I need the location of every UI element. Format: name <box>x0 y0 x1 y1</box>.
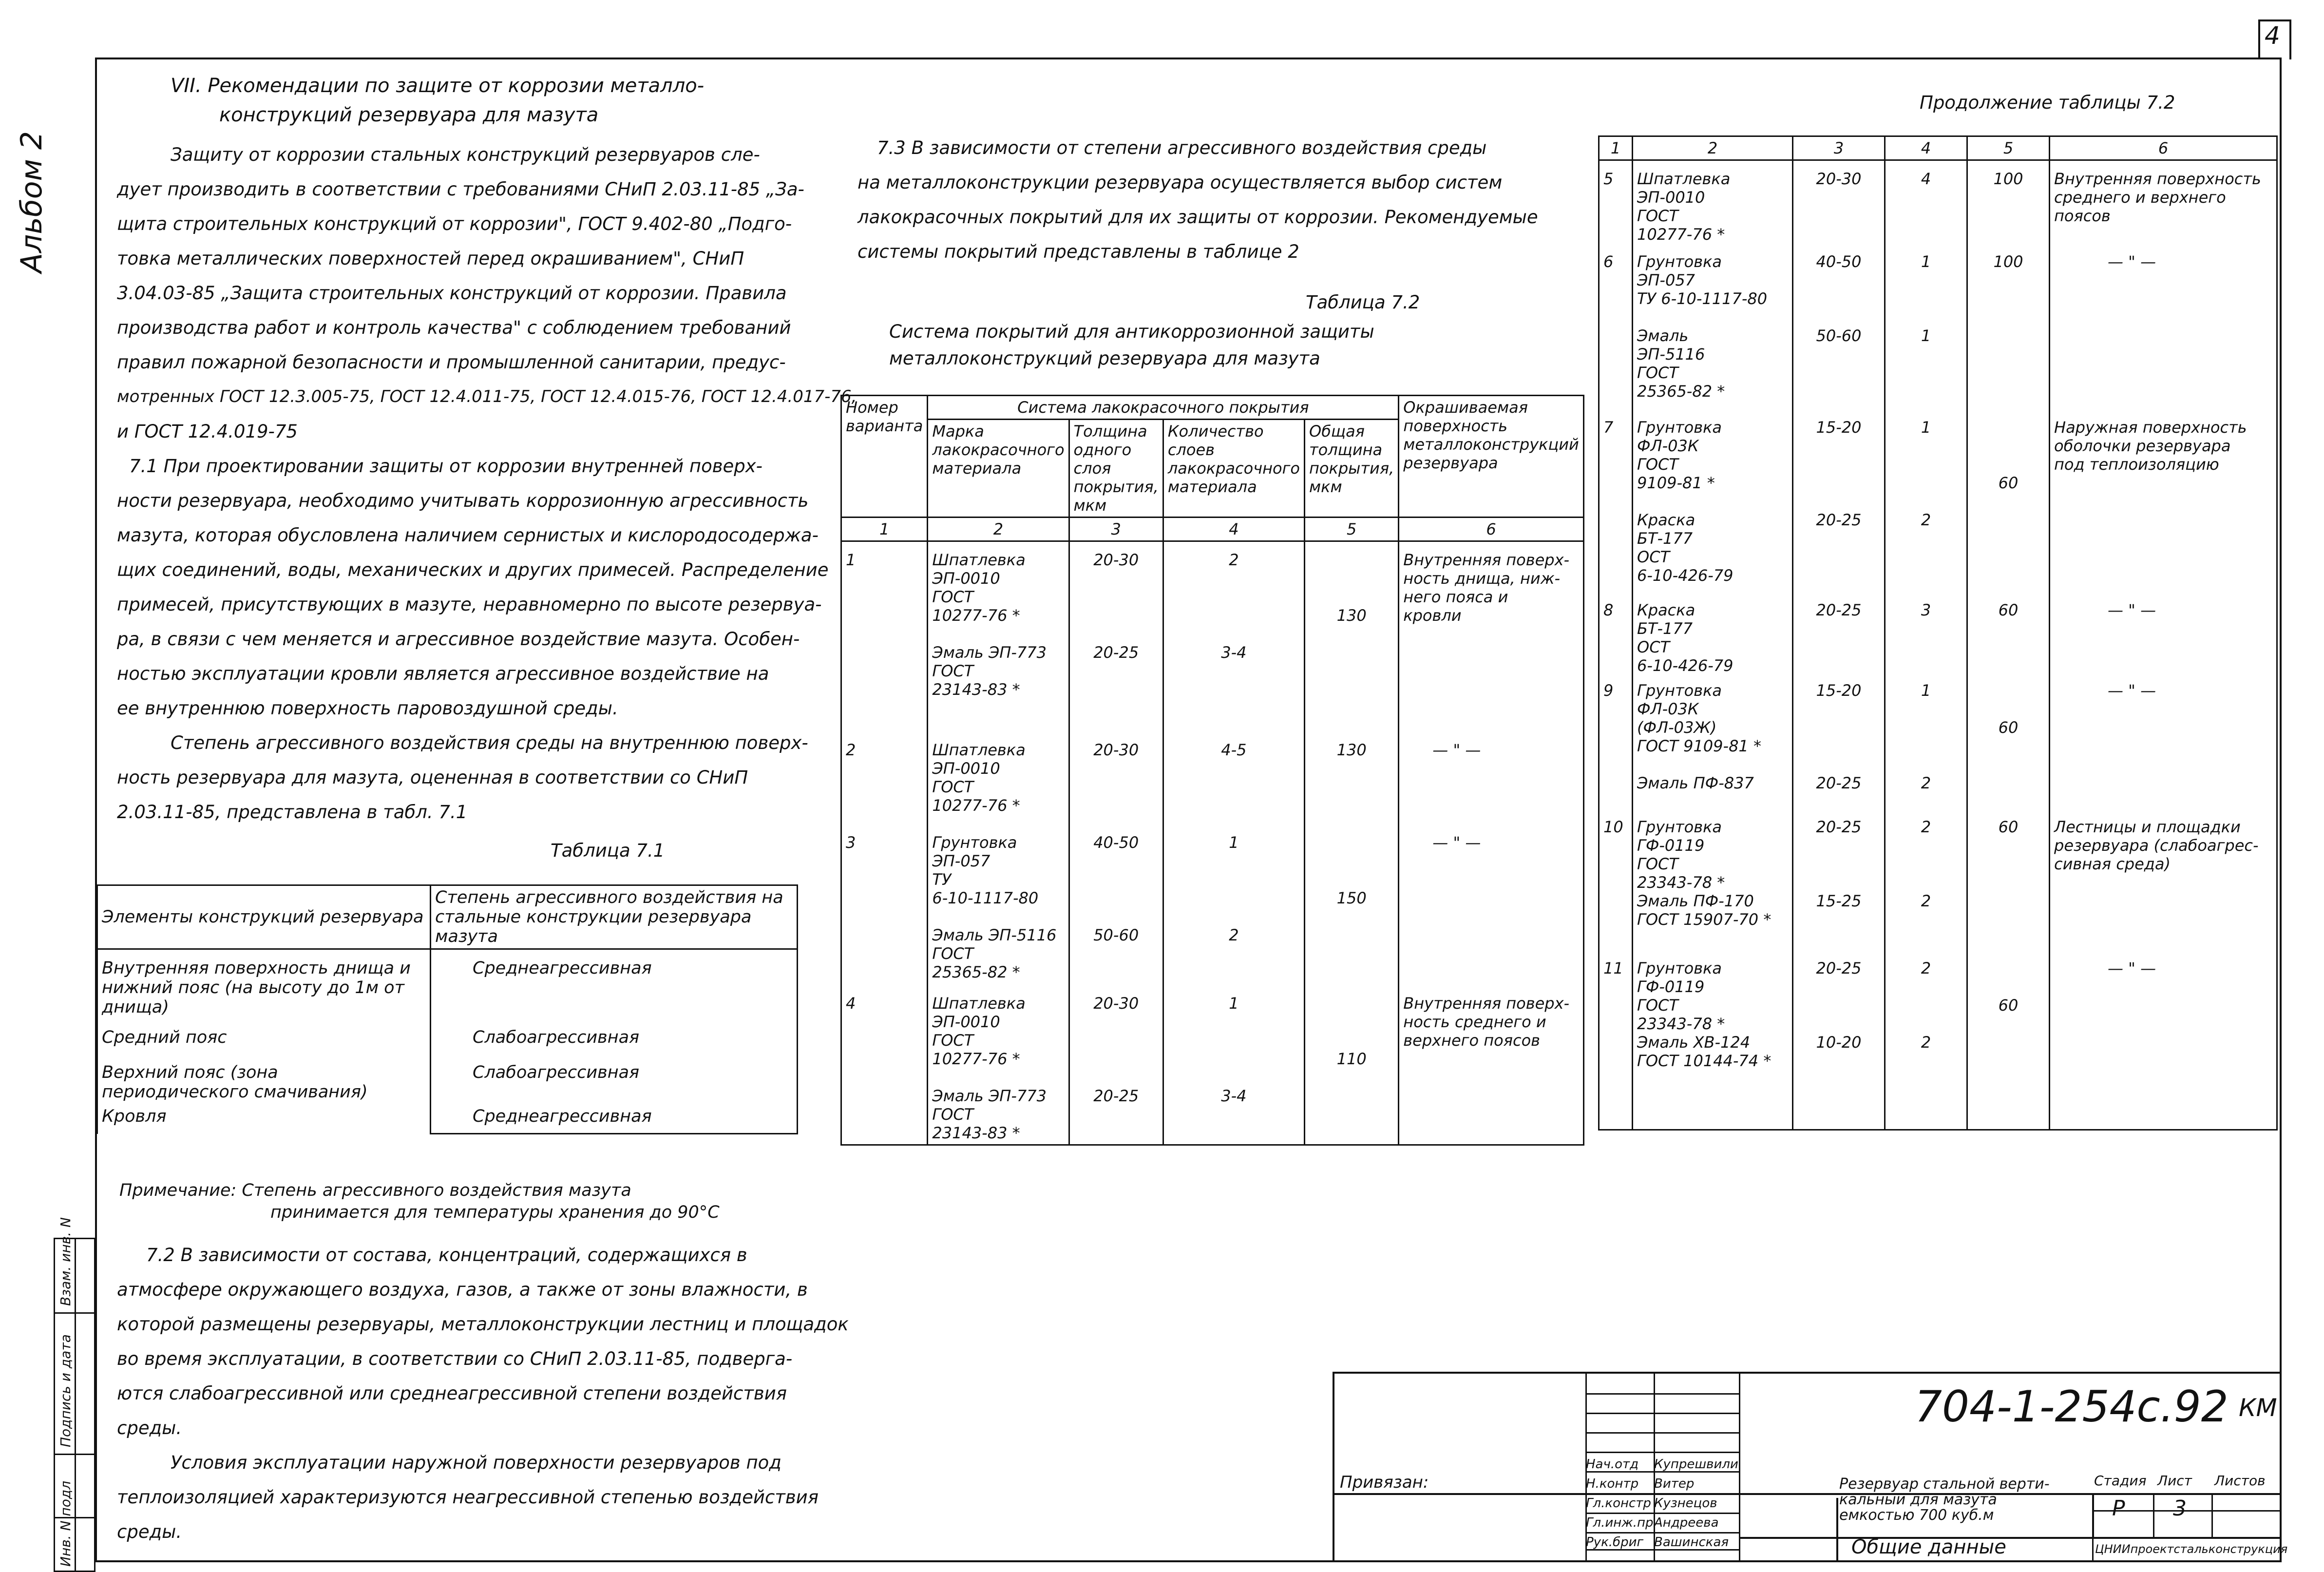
table72-continuation <box>1598 135 2278 1131</box>
text-line: примесей, присутствующих в мазуте, неравномерно по высоте резервуа- <box>117 594 822 615</box>
layers-text: 3 <box>1921 601 1931 619</box>
layers-text: 1 1 <box>1921 252 1931 345</box>
surface-text: — " — <box>1432 833 1481 852</box>
layers-text: 2 3-4 <box>1221 551 1247 662</box>
text-line: на металлоконструкции резервуара осуществляется выбор систем <box>857 172 1503 193</box>
sheets-label: Листов <box>2214 1473 2266 1489</box>
surface-text: — " — <box>1432 741 1481 759</box>
variant-number: 7 <box>1603 418 1614 437</box>
text-line: теплоизоляцией характеризуются неагрессивной степенью воздействия <box>117 1487 819 1508</box>
total-cell <box>1967 160 2050 1130</box>
table-row <box>1599 160 2277 1130</box>
roles-column <box>1586 1455 1653 1552</box>
text-line: ее внутреннюю поверхность паровоздушной среды. <box>117 698 618 719</box>
total-text: 110 <box>1336 1050 1367 1068</box>
text-line: правил пожарной безопасности и промышленной санитарии, предус- <box>117 352 786 373</box>
text-line: щих соединений, воды, механических и других примесей. Распределение <box>117 559 829 580</box>
thickness-text: 20-30 20-25 <box>1093 551 1139 662</box>
variant-number: 9 <box>1603 681 1614 700</box>
text-line: производства работ и контроль качества" с соблюдением требований <box>117 317 791 338</box>
side-stamp-replace: Взам. инв. N <box>57 1217 74 1306</box>
text-line: во время эксплуатации, в соответствии со СНиП 2.03.11-85, подверга- <box>117 1348 793 1369</box>
role: Нач.отд <box>1586 1457 1639 1472</box>
material-text: Грунтовка ГФ-0119 ГОСТ 23343-78 * Эмаль ПФ-170 ГОСТ 15907-70 * <box>1637 818 1772 929</box>
role: Рук.бриг <box>1586 1535 1644 1550</box>
col-number: 4 <box>1163 518 1304 541</box>
total-cell <box>1305 541 1399 1145</box>
text-line: дует производить в соответствии с требованиями СНиП 2.03.11-85 „За- <box>117 179 804 200</box>
text-line: 3.04.03-85 „Защита строительных конструкций от коррозии. Правила <box>117 283 787 304</box>
aggressiveness-value: Среднеагрессивная <box>473 959 652 978</box>
section-title-line1: VII. Рекомендации по защите от коррозии металло- <box>171 75 705 97</box>
stage-label: Стадия <box>2094 1473 2147 1489</box>
person-name: Витер <box>1654 1476 1695 1491</box>
col-number: 5 <box>1967 136 2050 160</box>
thickness-cell <box>1793 160 1885 1130</box>
thickness-text: 20-25 15-25 <box>1816 818 1862 910</box>
side-stamp-sign: Подпись и дата <box>57 1334 74 1447</box>
thickness-cell <box>1069 541 1163 1145</box>
object-title: Резервуар стальной верти- кальный для мазута емкостью 700 куб.м <box>1839 1476 2050 1524</box>
col-number: 2 <box>928 518 1069 541</box>
note-line2: принимается для температуры хранения до 90°С <box>270 1203 720 1222</box>
text-line: 2.03.11-85, представлена в табл. 7.1 <box>117 802 468 823</box>
total-text: 60 <box>1998 474 2019 492</box>
thickness-text: 20-30 <box>1093 741 1139 759</box>
aggressiveness-value: Слабоагрессивная <box>473 1028 640 1047</box>
total-text: 60 <box>1998 818 2019 836</box>
aggressiveness-value: Слабоагрессивная <box>473 1063 640 1082</box>
surface-cell <box>1399 541 1584 1145</box>
thickness-text: 20-25 <box>1816 601 1862 619</box>
material-text: Грунтовка ФЛ-03К (ФЛ-03Ж) ГОСТ 9109-81 * Эмаль ПФ-837 <box>1637 681 1761 792</box>
total-text: 130 <box>1336 606 1367 625</box>
table-header-cell: Марка лакокрасочного материала <box>928 420 1069 518</box>
material-text: Грунтовка ФЛ-03К ГОСТ 9109-81 * Краска БТ-177 ОСТ 6-10-426-79 <box>1637 418 1733 585</box>
layers-cell <box>1163 541 1304 1145</box>
sheet-value: 3 <box>2173 1496 2187 1521</box>
variant-number: 2 <box>846 741 856 759</box>
material-text: Грунтовка ЭП-057 ТУ 6-10-1117-80 Эмаль ЭП-5116 ГОСТ 25365-82 * <box>932 833 1057 981</box>
layers-text: 1 3-4 <box>1221 994 1247 1105</box>
role: Н.контр <box>1586 1476 1639 1491</box>
table-header-row <box>841 396 1584 420</box>
table72-title-line1: Система покрытий для антикоррозионной защиты <box>889 321 1374 342</box>
table-header-cell: Толщина одного слоя покрытия, мкм <box>1069 420 1163 518</box>
text-line: среды. <box>117 1521 182 1542</box>
table72-continuation-caption: Продолжение таблицы 7.2 <box>1920 92 2175 113</box>
text-line: щита строительных конструкций от коррозии", ГОСТ 9.402-80 „Подго- <box>117 213 792 234</box>
table-header-cell: Номер варианта <box>841 396 928 518</box>
table-header-cell: Количество слоев лакокрасочного материала <box>1163 420 1304 518</box>
sheet-label: Лист <box>2157 1473 2192 1489</box>
doc-code: 704-1-254с.92 <box>1915 1381 2229 1432</box>
material-text: Шпатлевка ЭП-0010 ГОСТ 10277-76 * Эмаль ЭП-773 ГОСТ 23143-83 * <box>932 994 1047 1142</box>
col-number: 6 <box>1399 518 1584 541</box>
text-line: Условия эксплуатации наружной поверхности резервуаров под <box>171 1452 781 1473</box>
variant-number: 3 <box>846 833 856 852</box>
text-line: атмосфере окружающего воздуха, газов, а также от зоны влажности, в <box>117 1279 808 1300</box>
material-cell <box>1633 160 1793 1130</box>
variant-cell <box>1599 160 1633 1130</box>
total-text: 60 <box>1998 996 2019 1015</box>
thickness-text: 20-25 10-20 <box>1816 959 1862 1052</box>
surface-text: — " — <box>2108 601 2156 619</box>
section-title-line2: конструкций резервуара для мазута <box>219 104 599 126</box>
text-line: системы покрытий представлены в таблице 2 <box>857 241 1299 262</box>
variant-number: 1 <box>846 551 856 569</box>
text-line: 7.1 При проектировании защиты от коррозии внутренней поверх- <box>129 456 763 477</box>
thickness-text: 15-20 20-25 <box>1816 418 1862 529</box>
role: Гл.инж.пр <box>1586 1515 1654 1530</box>
material-text: Грунтовка ГФ-0119 ГОСТ 23343-78 * Эмаль ХВ-124 ГОСТ 10144-74 * <box>1637 959 1772 1070</box>
total-text: 100 <box>1993 252 2023 271</box>
variant-number: 6 <box>1603 252 1614 271</box>
organization: ЦНИИпроектстальконструкция <box>2095 1542 2288 1556</box>
text-line: ются слабоагрессивной или среднеагрессивной степени воздействия <box>117 1383 787 1404</box>
variant-number: 4 <box>846 994 856 1013</box>
role: Гл.констр <box>1586 1496 1651 1511</box>
variant-cell <box>841 541 928 1145</box>
element-name: Средний пояс <box>102 1028 227 1047</box>
text-line: мазута, которая обусловлена наличием сернистых и кислородосодержа- <box>117 525 819 546</box>
variant-number: 8 <box>1603 601 1614 619</box>
table-header-cell: Степень агрессивного воздействия на стальные конструкции резервуара мазута <box>431 885 798 949</box>
doc-mark: КМ <box>2239 1394 2277 1422</box>
intro-paragraphs <box>117 137 857 829</box>
album-label: Альбом 2 <box>15 131 49 273</box>
text-line: 7.2 В зависимости от состава, концентраций, содержащихся в <box>146 1245 747 1265</box>
text-line: товка металлических поверхностей перед окрашиванием", СНиП <box>117 248 744 269</box>
total-text: 60 <box>1998 601 2019 619</box>
sheet-title: Общие данные <box>1851 1536 2006 1558</box>
col-number: 4 <box>1885 136 1967 160</box>
text-line: 7.3 В зависимости от степени агрессивного воздействия среды <box>877 137 1487 158</box>
text-line: ности резервуара, необходимо учитывать коррозионную агрессивность <box>117 490 809 511</box>
col-number: 5 <box>1305 518 1399 541</box>
col-number: 2 <box>1633 136 1793 160</box>
col-number: 1 <box>1599 136 1633 160</box>
material-text: Краска БТ-177 ОСТ 6-10-426-79 <box>1637 601 1733 675</box>
person-name: Вашинская <box>1654 1535 1729 1550</box>
variant-number: 10 <box>1603 818 1623 836</box>
layers-text: 1 2 <box>1921 418 1931 529</box>
col-number: 3 <box>1793 136 1885 160</box>
element-name: Внутренняя поверхность днища и нижний пояс (на высоту до 1м от днища) <box>102 959 411 1017</box>
col-number: 3 <box>1069 518 1163 541</box>
surface-text: Внутренняя поверх- ность днища, ниж- него пояса и кровли <box>1403 551 1570 625</box>
table72-title-line2: металлоконструкций резервуара для мазута <box>889 348 1320 369</box>
text-line: ностью эксплуатации кровли является агрессивное воздействие на <box>117 663 769 684</box>
paragraph-7-2 <box>117 1238 849 1549</box>
layers-text: 2 2 <box>1921 959 1931 1052</box>
table-header-row <box>97 885 798 949</box>
text-line: и ГОСТ 12.4.019-75 <box>117 421 298 442</box>
column-number-row <box>841 518 1584 541</box>
names-column <box>1654 1455 1738 1552</box>
layers-cell <box>1885 160 1967 1130</box>
text-line: лакокрасочных покрытий для их защиты от коррозии. Рекомендуемые <box>857 207 1538 228</box>
aggressiveness-value: Среднеагрессивная <box>473 1107 652 1126</box>
text-line: которой размещены резервуары, металлоконструкции лестниц и площадок <box>117 1314 849 1335</box>
layers-text: 4-5 <box>1221 741 1247 759</box>
table71-caption: Таблица 7.1 <box>551 840 665 861</box>
material-text: Шпатлевка ЭП-0010 ГОСТ 10277-76 * <box>1637 170 1731 244</box>
layers-text: 1 2 <box>1229 833 1239 944</box>
note-line1: Примечание: Степень агрессивного воздействия мазута <box>119 1181 631 1200</box>
table-row <box>841 541 1584 1145</box>
table-header-cell: Элементы конструкций резервуара <box>97 885 431 949</box>
page-number: 4 <box>2265 21 2280 50</box>
text-line: мотренных ГОСТ 12.3.005-75, ГОСТ 12.4.011-75, ГОСТ 12.4.015-76, ГОСТ 12.4.017-76, <box>117 387 857 406</box>
element-name: Кровля <box>102 1107 167 1126</box>
side-stamp-inv: Инв. N подл <box>57 1480 74 1567</box>
thickness-text: 40-50 50-60 <box>1093 833 1139 944</box>
total-text: 60 <box>1998 718 2019 737</box>
layers-text: 4 <box>1921 170 1931 188</box>
surface-text: — " — <box>2108 681 2156 700</box>
thickness-text: 40-50 50-60 <box>1816 252 1862 345</box>
table71 <box>96 884 798 1134</box>
element-name: Верхний пояс (зона периодического смачивания) <box>102 1063 368 1102</box>
surface-text: Внутренняя поверх- ность среднего и верхнего поясов <box>1403 994 1570 1050</box>
surface-text: Внутренняя поверхность среднего и верхнего поясов <box>2054 170 2261 225</box>
column-number-row <box>1599 136 2277 160</box>
table72-caption: Таблица 7.2 <box>1306 292 1420 313</box>
person-name: Андреева <box>1654 1515 1719 1530</box>
table-cell <box>97 949 431 1134</box>
material-text: Шпатлевка ЭП-0010 ГОСТ 10277-76 * <box>932 741 1026 815</box>
table72 <box>840 395 1584 1146</box>
surface-text: — " — <box>2108 252 2156 271</box>
variant-number: 5 <box>1603 170 1614 188</box>
material-cell <box>928 541 1069 1145</box>
surface-text: Наружная поверхность оболочки резервуара под теплоизоляцию <box>2054 418 2247 474</box>
total-text: 100 <box>1993 170 2023 188</box>
surface-text: — " — <box>2108 959 2156 978</box>
person-name: Кузнецов <box>1654 1496 1717 1511</box>
layers-text: 1 2 <box>1921 681 1931 792</box>
col-number: 6 <box>2050 136 2277 160</box>
variant-number: 11 <box>1603 959 1623 978</box>
total-text: 130 <box>1336 741 1367 759</box>
person-name: Купрешвили <box>1654 1457 1738 1472</box>
thickness-text: 15-20 20-25 <box>1816 681 1862 792</box>
text-line: Защиту от коррозии стальных конструкций резервуаров сле- <box>171 144 760 165</box>
thickness-text: 20-30 20-25 <box>1093 994 1139 1105</box>
layers-text: 2 2 <box>1921 818 1931 910</box>
text-line: Степень агрессивного воздействия среды на внутреннюю поверх- <box>171 732 808 753</box>
table-cell <box>431 949 798 1134</box>
material-text: Грунтовка ЭП-057 ТУ 6-10-1117-80 Эмаль ЭП-5116 ГОСТ 25365-82 * <box>1637 252 1768 401</box>
text-line: среды. <box>117 1418 182 1438</box>
surface-cell <box>2050 160 2277 1130</box>
text-line: ность резервуара для мазута, оцененная в соответствии со СНиП <box>117 767 748 788</box>
text-line: ра, в связи с чем меняется и агрессивное воздействие мазута. Особен- <box>117 629 800 650</box>
paragraph-7-3 <box>857 131 1538 269</box>
table-group-header: Система лакокрасочного покрытия <box>928 396 1399 420</box>
surface-text: Лестницы и площадки резервуара (слабоагрес- сивная среда) <box>2054 818 2259 873</box>
total-text: 150 <box>1336 889 1367 907</box>
table-header-cell: Окрашиваемая поверхность металлоконструкций резервуара <box>1399 396 1584 518</box>
table-row <box>97 949 798 1134</box>
bound-label: Привязан: <box>1340 1473 1429 1492</box>
stage-value: Р <box>2112 1496 2125 1521</box>
material-text: Шпатлевка ЭП-0010 ГОСТ 10277-76 * Эмаль ЭП-773 ГОСТ 23143-83 * <box>932 551 1047 699</box>
table-header-cell: Общая толщина покрытия, мкм <box>1305 420 1399 518</box>
col-number: 1 <box>841 518 928 541</box>
thickness-text: 20-30 <box>1816 170 1862 188</box>
